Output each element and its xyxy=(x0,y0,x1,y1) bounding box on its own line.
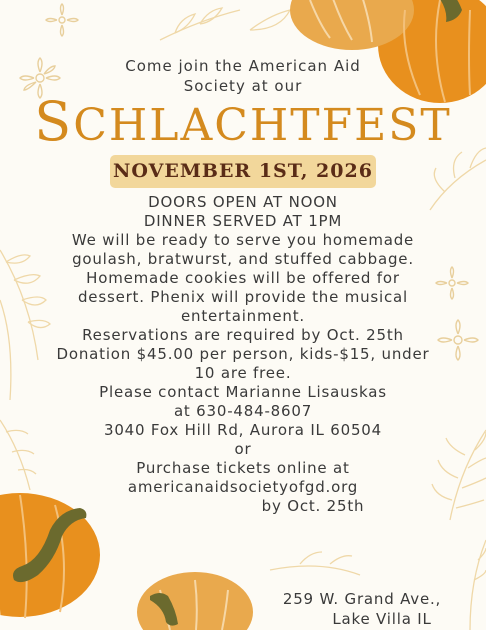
detail-line: DINNER SERVED AT 1PM xyxy=(143,212,343,230)
leaf-branch-icon xyxy=(270,552,360,575)
detail-line: Please contact Marianne Lisauskas xyxy=(99,383,387,401)
intro-line-1: Come join the American Aid xyxy=(125,57,361,75)
title-initial: S xyxy=(34,90,74,153)
leaf-branch-icon xyxy=(160,8,290,40)
detail-line: or xyxy=(234,440,252,458)
detail-line: Homemade cookies will be offered for xyxy=(86,269,400,287)
detail-line: Donation $45.00 per person, kids-$15, under xyxy=(56,345,430,363)
event-details xyxy=(30,193,456,516)
phone-line: at 630-484-8607 xyxy=(173,402,313,420)
address-line: 3040 Fox Hill Rd, Aurora IL 60504 xyxy=(103,421,382,439)
event-title xyxy=(0,90,486,154)
pumpkin-icon xyxy=(137,572,253,630)
detail-line: Reservations are required by Oct. 25th xyxy=(82,326,404,344)
venue-address-line-1: 259 W. Grand Ave., xyxy=(282,590,442,608)
detail-line: by Oct. 25th xyxy=(261,497,365,515)
detail-line: DOORS OPEN AT NOON xyxy=(148,193,338,211)
detail-line: Purchase tickets online at xyxy=(136,459,350,477)
detail-line: goulash, bratwurst, and stuffed cabbage. xyxy=(72,250,414,268)
detail-line: dessert. Phenix will provide the musical xyxy=(77,288,409,306)
title-rest: CHLACHTFEST xyxy=(73,100,452,151)
intro-line-2: Society at our xyxy=(183,77,303,95)
venue-address xyxy=(262,589,462,629)
detail-line: entertainment. xyxy=(181,307,305,325)
flower-icon xyxy=(46,4,78,36)
detail-line: We will be ready to serve you homemade xyxy=(71,231,415,249)
event-date-badge: NOVEMBER 1ST, 2026 xyxy=(110,155,376,188)
venue-address-line-2: Lake Villa IL xyxy=(332,610,432,628)
detail-line: 10 are free. xyxy=(194,364,292,382)
website-link[interactable]: americanaidsocietyofgd.org xyxy=(127,478,359,496)
